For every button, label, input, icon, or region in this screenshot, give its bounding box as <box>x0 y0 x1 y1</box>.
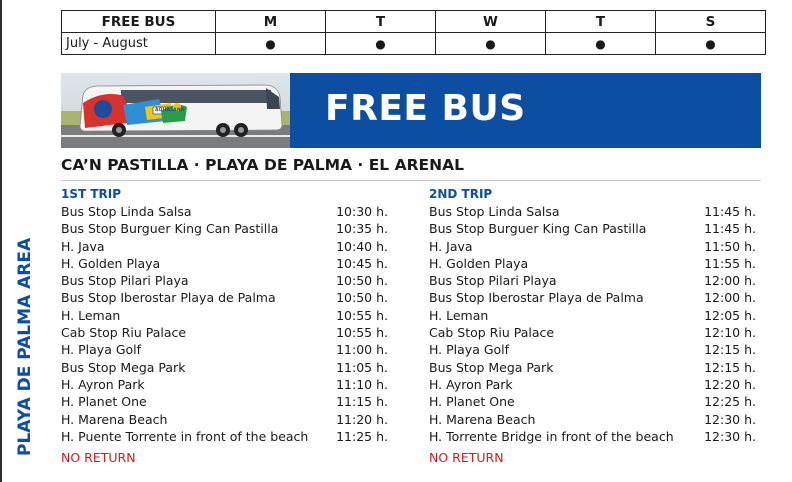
table-row <box>429 272 756 289</box>
stop-name: H. Leman <box>61 307 121 323</box>
trip-title: 2ND TRIP <box>429 187 493 201</box>
stop-name: H. Puente Torrente in front of the beach <box>61 428 309 444</box>
stop-time: 12:20 h. <box>704 376 756 392</box>
stop-time: 11:05 h. <box>336 359 388 375</box>
stop-name: H. Java <box>61 238 105 254</box>
stop-time: 12:15 h. <box>704 359 756 375</box>
table-row <box>429 359 756 376</box>
table-row <box>61 307 388 324</box>
stop-time: 10:55 h. <box>336 325 388 341</box>
table-row <box>429 220 756 237</box>
stop-time: 10:30 h. <box>336 204 388 219</box>
table-row <box>61 203 388 220</box>
table-row <box>429 238 756 255</box>
table-row <box>61 324 388 341</box>
day-thursday: T <box>546 11 656 33</box>
stop-name: Bus Stop Linda Salsa <box>429 204 560 219</box>
day-tuesday: T <box>326 11 436 33</box>
free-bus-banner <box>61 73 761 148</box>
table-row <box>61 238 388 255</box>
stop-time: 11:00 h. <box>336 342 388 358</box>
stop-time: 11:15 h. <box>336 394 388 410</box>
stop-name: H. Torrente Bridge in front of the beach <box>429 428 674 444</box>
table-row <box>429 376 756 393</box>
service-mark-tuesday: ● <box>326 33 436 55</box>
divider <box>61 180 761 181</box>
route-name: CA’N PASTILLA · PLAYA DE PALMA · EL ARENAL <box>61 156 464 174</box>
table-row <box>61 428 388 445</box>
stop-time: 10:35 h. <box>336 221 388 237</box>
day-saturday: S <box>656 11 766 33</box>
table-row <box>429 203 756 220</box>
stop-time: 11:45 h. <box>704 204 756 219</box>
stop-name: Cab Stop Riu Palace <box>61 325 187 341</box>
stop-time: 11:25 h. <box>336 428 388 444</box>
table-row <box>61 289 388 306</box>
stop-time: 10:55 h. <box>336 307 388 323</box>
service-mark-wednesday: ● <box>436 33 546 55</box>
stop-name: Bus Stop Burguer King Can Pastilla <box>429 221 647 237</box>
bus-logo-text: AQUALAND <box>155 108 185 113</box>
table-row <box>429 324 756 341</box>
trip-title: 1ST TRIP <box>61 187 122 201</box>
table-row <box>61 255 388 272</box>
bus-photo <box>61 73 290 148</box>
table-row <box>429 411 756 428</box>
stop-name: H. Playa Golf <box>429 342 510 358</box>
stop-time: 12:10 h. <box>704 325 756 341</box>
table-row <box>429 341 756 358</box>
stop-name: Cab Stop Riu Palace <box>429 325 555 341</box>
stop-name: Bus Stop Linda Salsa <box>61 204 192 219</box>
stop-name: Bus Stop Mega Park <box>61 359 186 375</box>
stop-time: 10:50 h. <box>336 290 388 306</box>
stop-name: H. Playa Golf <box>61 342 142 358</box>
trip-1 <box>61 186 388 465</box>
stop-time: 12:00 h. <box>704 273 756 289</box>
stop-time: 12:15 h. <box>704 342 756 358</box>
table-row <box>429 289 756 306</box>
day-wednesday: W <box>436 11 546 33</box>
trip-2 <box>429 186 756 465</box>
stop-time: 11:50 h. <box>704 238 756 254</box>
stop-time: 12:30 h. <box>704 428 756 444</box>
stop-time: 12:30 h. <box>704 411 756 427</box>
stop-time: 11:45 h. <box>704 221 756 237</box>
service-mark-saturday: ● <box>656 33 766 55</box>
table-row <box>61 272 388 289</box>
stop-time: 12:05 h. <box>704 307 756 323</box>
stop-time: 11:10 h. <box>336 376 388 392</box>
stop-time: 10:50 h. <box>336 273 388 289</box>
table-row <box>61 341 388 358</box>
stop-name: Bus Stop Mega Park <box>429 359 554 375</box>
stop-name: H. Ayron Park <box>429 376 513 392</box>
stop-time: 11:20 h. <box>336 411 388 427</box>
stop-name: H. Java <box>429 238 473 254</box>
trip-2-stops <box>429 203 756 445</box>
stop-name: Bus Stop Iberostar Playa de Palma <box>429 290 644 306</box>
page-edge-line <box>0 0 2 482</box>
trip-1-stops <box>61 203 388 445</box>
table-row <box>429 255 756 272</box>
service-period: July - August <box>62 33 216 55</box>
day-monday: M <box>216 11 326 33</box>
stop-name: Bus Stop Burguer King Can Pastilla <box>61 221 279 237</box>
stop-name: Bus Stop Pilari Playa <box>429 273 557 289</box>
table-row <box>61 393 388 410</box>
service-days-table <box>61 10 766 55</box>
service-mark-monday: ● <box>216 33 326 55</box>
stop-name: H. Planet One <box>61 394 147 410</box>
table-row <box>429 428 756 445</box>
area-side-label: PLAYA DE PALMA AREA <box>15 237 35 456</box>
banner-title: FREE BUS <box>325 88 526 129</box>
no-return-note: NO RETURN <box>429 450 504 466</box>
stop-name: H. Golden Playa <box>61 255 161 271</box>
stop-time: 11:55 h. <box>704 255 756 271</box>
stop-time: 10:45 h. <box>336 255 388 271</box>
stop-name: H. Leman <box>429 307 489 323</box>
no-return-note: NO RETURN <box>61 450 136 466</box>
stop-name: H. Ayron Park <box>61 376 145 392</box>
service-mark-thursday: ● <box>546 33 656 55</box>
stop-time: 10:40 h. <box>336 238 388 254</box>
table-row <box>61 220 388 237</box>
stop-name: Bus Stop Pilari Playa <box>61 273 189 289</box>
stop-name: H. Marena Beach <box>429 411 536 427</box>
stop-time: 12:00 h. <box>704 290 756 306</box>
table-row <box>61 359 388 376</box>
schedule-title: FREE BUS <box>62 11 216 33</box>
stop-name: H. Planet One <box>429 394 515 410</box>
stop-time: 12:25 h. <box>704 394 756 410</box>
service-days-row <box>62 33 766 55</box>
table-row <box>429 393 756 410</box>
table-row <box>61 411 388 428</box>
table-row <box>61 376 388 393</box>
stop-name: H. Golden Playa <box>429 255 529 271</box>
stop-name: H. Marena Beach <box>61 411 168 427</box>
stop-name: Bus Stop Iberostar Playa de Palma <box>61 290 276 306</box>
table-row <box>429 307 756 324</box>
service-days-header <box>62 11 766 33</box>
